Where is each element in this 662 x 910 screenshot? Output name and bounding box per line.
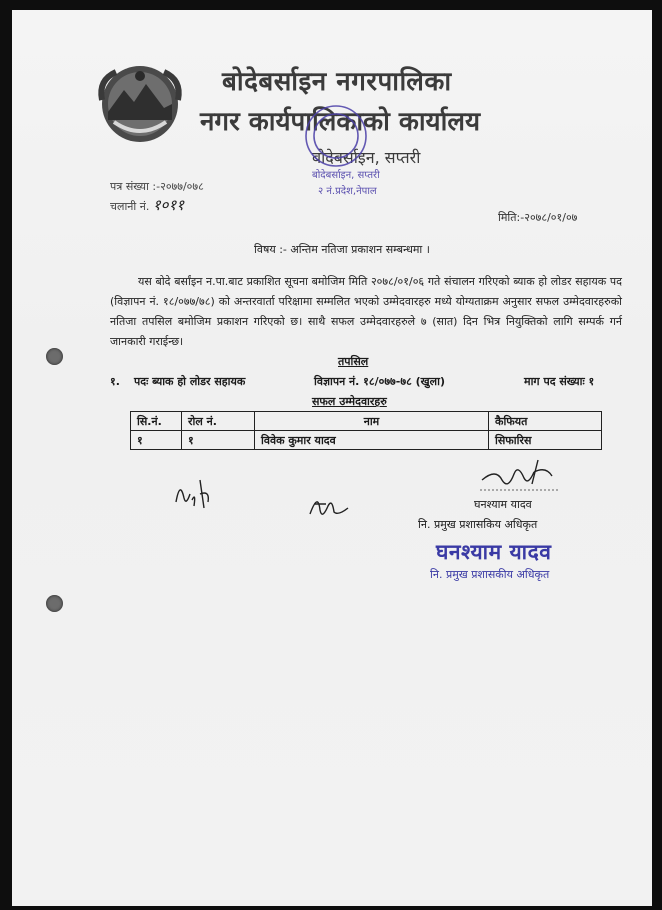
name-stamp: घनश्याम यादव bbox=[436, 540, 552, 564]
punch-hole bbox=[46, 348, 63, 365]
post-count: माग पद संख्याः १ bbox=[524, 375, 595, 388]
patra-value: २०७७/०७८ bbox=[160, 180, 204, 193]
seal-text-line1: बोदेबर्साइन, सप्तरी bbox=[312, 170, 380, 181]
title-stamp: नि. प्रमुख प्रशासकीय अधिकृत bbox=[430, 568, 550, 581]
table-row bbox=[131, 431, 602, 450]
punch-hole bbox=[46, 595, 63, 612]
signatory-name: घनश्याम यादव bbox=[474, 498, 532, 511]
header-roll: रोल नं. bbox=[182, 412, 255, 431]
post-name: पदः ब्याक हो लोडर सहायक bbox=[134, 375, 246, 388]
patra-sankhya bbox=[110, 178, 204, 196]
signatory-title: नि. प्रमुख प्रशासकिय अधिकृत bbox=[418, 518, 538, 531]
patra-label: पत्र संख्या :- bbox=[110, 180, 161, 193]
office-title-line2: नगर कार्यपालिकाको कार्यालय bbox=[200, 107, 481, 137]
letter-subject: विषय :- अन्तिम नतिजा प्रकाशन सम्बन्धमा । bbox=[254, 243, 430, 256]
handwritten-signature-2 bbox=[304, 486, 354, 526]
seal-text-line2: २ नं.प्रदेश,नेपाल bbox=[318, 186, 377, 197]
table-header-row bbox=[131, 412, 602, 431]
results-table bbox=[130, 411, 602, 450]
chalani-label: चलानी नं. bbox=[110, 200, 150, 213]
tapsil-heading: तपसिल bbox=[338, 355, 369, 368]
office-title-line1: बोदेबर्साइन नगरपालिका bbox=[222, 67, 452, 97]
post-advert: विज्ञापन नं. १८/०७७-७८ (खुला) bbox=[314, 375, 445, 388]
successful-candidates-heading: सफल उम्मेदवारहरु bbox=[312, 395, 387, 408]
post-number: १. bbox=[110, 375, 120, 388]
office-title-line3: बोदेबर्साइन, सप्तरी bbox=[312, 148, 421, 167]
header-sn: सि.नं. bbox=[131, 412, 182, 431]
handwritten-signature-1 bbox=[170, 472, 220, 514]
cell-remarks: सिफारिस bbox=[489, 431, 602, 450]
reference-block bbox=[110, 178, 204, 216]
letter-body bbox=[110, 272, 622, 352]
cell-roll: १ bbox=[182, 431, 255, 450]
cell-sn: १ bbox=[131, 431, 182, 450]
cell-name: विवेक कुमार यादव bbox=[255, 431, 489, 450]
chalani-value: १०११ bbox=[152, 196, 185, 214]
document-page bbox=[12, 10, 652, 906]
chalani-number bbox=[110, 196, 204, 216]
office-seal-stamp bbox=[274, 98, 404, 208]
letter-date: मिति:-२०७८/०१/०७ bbox=[498, 211, 578, 224]
header-remarks: कैफियत bbox=[489, 412, 602, 431]
nepal-emblem-icon bbox=[94, 60, 186, 146]
header-name: नाम bbox=[255, 412, 489, 431]
handwritten-signature-3 bbox=[472, 450, 562, 494]
letter-body-text: यस बोदे बर्सांइन न.पा.बाट प्रकाशित सूचना बमोजिम मिति २०७८/०१/०६ गते संचालन गरिएको ब्याक हो लोडर सहायक पद (विज्ञापन नं. १८/०७७/७८) को अन्तरवार्ता परिक्षामा सम्मलित भएको उम्मेदवारहरु मध्ये योग्यताक्रम अनुसार सफल उम्मेदवारहरुको नतिजा तपसिल बमोजिम प्रकाशन गरिएको छ। साथै सफल उम्मेदवारहरुले ७ (सात) दिन भित्र नियुक्तिको लागि सम्पर्क गर्न जानकारी गराईन्छ। bbox=[110, 275, 622, 348]
